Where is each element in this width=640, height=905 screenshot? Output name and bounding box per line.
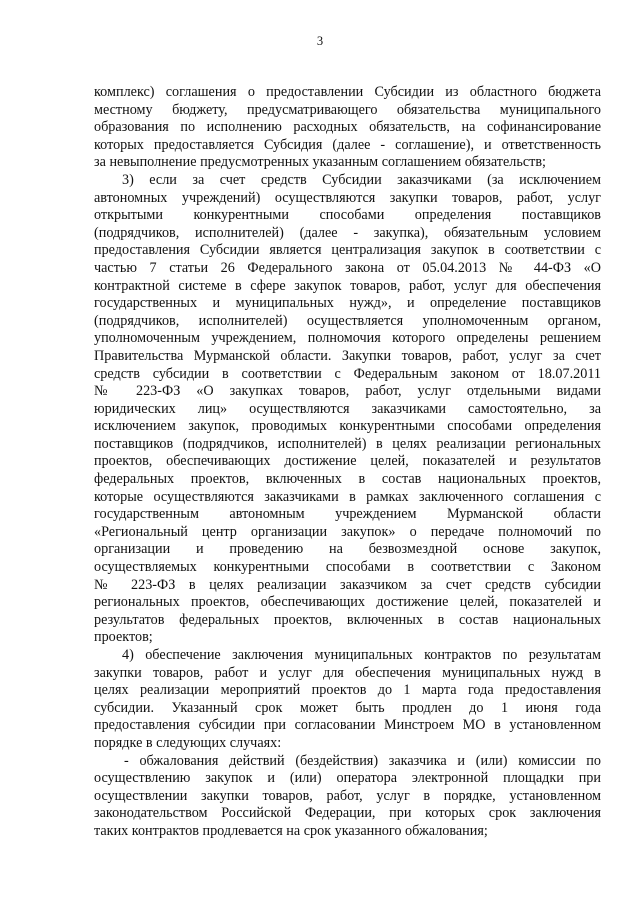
text-line: осуществлении закупки товаров, работ, услуг в порядке, установленном bbox=[94, 787, 601, 804]
text-line: исключением закупок, проводимых конкурентными способами определения bbox=[94, 418, 601, 435]
text-line: осуществлению закупок и (или) оператора электронной площадки при bbox=[94, 770, 601, 787]
text-line: закупки товаров, работ и услуг для обеспечения муниципальных нужд в bbox=[94, 664, 601, 681]
text-line: таких контрактов продлевается на срок указанного обжалования; bbox=[94, 822, 488, 839]
text-line: «Региональный центр организации закупок» о передаче полномочий по bbox=[94, 523, 601, 540]
text-line: автономных учреждений) осуществляются закупки товаров, работ, услуг bbox=[94, 189, 601, 206]
text-line: Правительства Мурманской области. Закупки товаров, работ, услуг за счет bbox=[94, 347, 601, 364]
text-line: результатов федеральных проектов, включенных в состав национальных bbox=[94, 611, 601, 628]
text-line: проектов; bbox=[94, 629, 153, 646]
text-line: открытыми конкурентными способами определения поставщиков bbox=[94, 207, 601, 224]
text-line: субсидии. Указанный срок может быть продлен до 1 июня года bbox=[94, 699, 601, 716]
text-line: (подрядчиков, исполнителей) (далее - закупка), обязательным условием bbox=[94, 224, 601, 241]
text-line: № 223-ФЗ в целях реализации заказчиком за счет средств субсидии bbox=[94, 576, 601, 593]
document-body bbox=[94, 84, 601, 841]
text-line: федеральных проектов, включенных в состав национальных проектов, bbox=[94, 471, 601, 488]
text-line: поставщиков (подрядчиков, исполнителей) в целях реализации региональных bbox=[94, 435, 601, 452]
text-line: контрактной системе в сфере закупок товаров, работ, услуг для обеспечения bbox=[94, 277, 601, 294]
text-line: проектов, обеспечивающих достижение целей, показателей и результатов bbox=[94, 453, 601, 470]
text-line: юридических лиц» осуществляются заказчиками самостоятельно, за bbox=[94, 400, 601, 417]
text-line: законодательством Российской Федерации, при которых срок заключения bbox=[94, 805, 601, 822]
text-line: государственным автономным учреждением Мурманской области bbox=[94, 506, 601, 523]
text-line: № 223-ФЗ «О закупках товаров, работ, услуг отдельными видами bbox=[94, 383, 601, 400]
text-line: местному бюджету, предусматривающего обязательства муниципального bbox=[94, 101, 601, 118]
text-line: за невыполнение предусмотренных указанным соглашением обязательств; bbox=[94, 154, 546, 171]
paragraph-4-start: 4) обеспечение заключения муниципальных контрактов по результатам bbox=[122, 647, 601, 663]
text-line: комплекс) соглашения о предоставлении Субсидии из областного бюджета bbox=[94, 84, 601, 100]
text-line: (подрядчиков, исполнителей) осуществляется уполномоченным органом, bbox=[94, 312, 601, 329]
text-line: которые осуществляются заказчиками в рамках заключенного соглашения с bbox=[94, 488, 601, 505]
text-line: предоставления субсидии при согласовании Минстроем МО в установленном bbox=[94, 717, 601, 734]
text-line: региональных проектов, обеспечивающих достижение целей, показателей и bbox=[94, 594, 601, 611]
text-line: частью 7 статьи 26 Федерального закона от 05.04.2013 № 44-ФЗ «О bbox=[94, 259, 601, 276]
page-number: 3 bbox=[316, 34, 324, 48]
text-line: образования по исполнению расходных обязательств, на софинансирование bbox=[94, 119, 601, 136]
text-line: предоставления Субсидии является централизация закупок в соответствии с bbox=[94, 242, 601, 259]
paragraph-3-start: 3) если за счет средств Субсидии заказчиками (за исключением bbox=[122, 171, 601, 188]
text-line: порядке в следующих случаях: bbox=[94, 734, 282, 751]
text-line: целях реализации мероприятий проектов до 1 марта года предоставления bbox=[94, 682, 601, 699]
list-item-start: - обжалования действий (бездействия) заказчика и (или) комиссии по bbox=[124, 752, 601, 769]
text-line: уполномоченным учреждением, полномочия которого определены решением bbox=[94, 330, 601, 347]
text-line: организации и проведению на безвозмездной основе закупок, bbox=[94, 541, 601, 558]
text-line: государственных и муниципальных нужд», и определение поставщиков bbox=[94, 295, 601, 312]
text-line: средств субсидии в соответствии с Федеральным законом от 18.07.2011 bbox=[94, 365, 601, 382]
text-line: которых предоставляется Субсидия (далее - соглашение), и ответственность bbox=[94, 136, 601, 153]
text-line: осуществляемых конкурентными способами в соответствии с Законом bbox=[94, 559, 601, 576]
